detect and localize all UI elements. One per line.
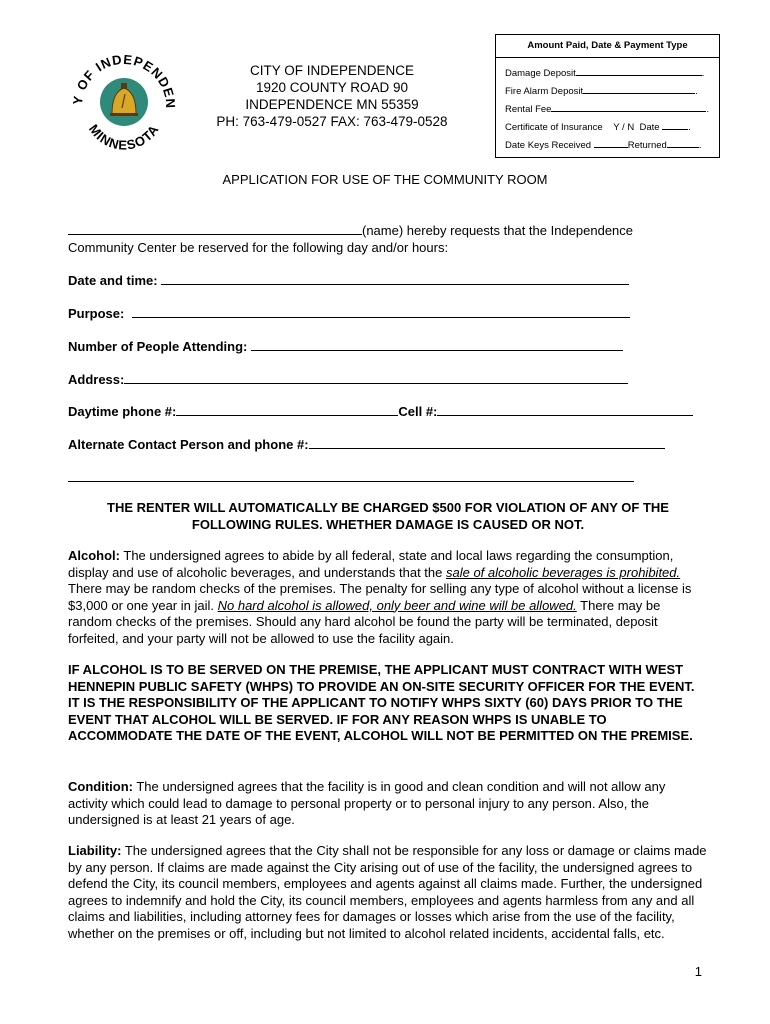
rental-fee-line[interactable] [551, 101, 706, 112]
condition-label: Condition: [68, 779, 133, 794]
people-label: Number of People Attending: [68, 339, 248, 354]
alternate-field[interactable] [309, 435, 665, 449]
purpose-field[interactable] [132, 304, 630, 318]
violation-warning [68, 500, 708, 533]
address-field[interactable] [124, 370, 628, 384]
alternate-row [68, 435, 665, 452]
date-time-label: Date and time: [68, 273, 158, 288]
liability-label: Liability: [68, 843, 122, 858]
rental-fee-row: Rental Fee . [505, 101, 713, 115]
warning-line-1: THE RENTER WILL AUTOMATICALLY BE CHARGED $500 FOR VIOLATION OF ANY OF THE [107, 500, 669, 515]
phone-row [68, 402, 693, 419]
purpose-label: Purpose: [68, 306, 125, 321]
alcohol-paragraph: Alcohol: The undersigned agrees to abide by all federal, state and local laws regarding the consumption, display and use of alcoholic beverages, and understands that the sale of alcoholic beverages is prohibited. There may be random checks of the premises. The penalty for selling any type of alcohol without a license is $3,000 or one year in jail. No hard alcohol is allowed, only beer and wine will be allowed. There may be random checks of the premises. Should any hard alcohol be found the party will be terminated, deposit forfeited, and your party will not be allowed to use the facility again. [68, 548, 692, 646]
city-header [196, 62, 468, 130]
fire-alarm-line[interactable] [583, 83, 695, 94]
keys-returned-label: Returned [627, 140, 667, 151]
liability-paragraph: Liability: The undersigned agrees that the City shall not be responsible for any loss or damage or claims made by any person. If claims are made against the City arising out of use of the facility, the undersigned agrees to defend the City, its council members, employees and agents against all claims made. Further, the undersigned agrees to indemnify and hold the City, its council members, employees and agents harmless from any and all claims and liabilities, including attorney fees for damages or losses which arise from the use of the facility, whether on the premises or off, including but not limited to alcohol related incidents, accidental falls, etc. [68, 843, 707, 941]
address-label: Address: [68, 372, 125, 387]
name-field[interactable] [68, 221, 362, 235]
intro-paragraph [68, 221, 708, 256]
alcohol-label: Alcohol: [68, 548, 120, 563]
insurance-date-label: Date [639, 122, 660, 133]
damage-deposit-row: Damage Deposit . [505, 65, 713, 79]
seal-bottom-text: MINNESOTA [85, 121, 163, 153]
alternate-label: Alternate Contact Person and phone #: [68, 437, 309, 452]
cell-label: Cell #: [398, 404, 438, 419]
date-time-field[interactable] [161, 271, 629, 285]
insurance-row: Certificate of Insurance Y / N Date . [505, 119, 713, 133]
daytime-phone-label: Daytime phone #: [68, 404, 177, 419]
fire-alarm-row: Fire Alarm Deposit . [505, 83, 713, 97]
damage-deposit-label: Damage Deposit [505, 68, 576, 79]
seal-top-text: Y OF INDEPENDEN [69, 51, 178, 110]
intro-line-2: Community Center be reserved for the following day and/or hours: [68, 239, 449, 255]
city-state-zip: INDEPENDENCE MN 55359 [245, 97, 419, 112]
insurance-date-line[interactable] [662, 119, 688, 130]
people-field[interactable] [251, 337, 623, 351]
alcohol-sale-prohibited: sale of alcoholic beverages is prohibited. [445, 564, 681, 580]
svg-text:MINNESOTA [86, 121, 162, 152]
keys-received-line[interactable] [594, 137, 628, 148]
city-name: CITY OF INDEPENDENCE [249, 63, 415, 78]
payment-box [495, 34, 720, 158]
condition-paragraph: Condition: The undersigned agrees that the facility is in good and clean condition and will not allow any activity which could lead to damage to personal property or to personal injury to any person. Also, the undersigned is at least 21 years of age. [68, 779, 666, 827]
rental-fee-label: Rental Fee [505, 104, 552, 115]
city-seal [68, 44, 178, 158]
fire-alarm-label: Fire Alarm Deposit [505, 86, 584, 97]
whps-notice: IF ALCOHOL IS TO BE SERVED ON THE PREMISE, THE APPLICANT MUST CONTRACT WITH WEST HENNEPIN PUBLIC SAFETY (WHPS) TO PROVIDE AN ON-SITE SECURITY OFFICER FOR THE EVENT. IT IS THE RESPONSIBILITY OF THE APPLICANT TO NOTIFY WHPS SIXTY (60) DAYS PRIOR TO THE EVENT THAT ALCOHOL WILL BE SERVED. IF FOR ANY REASON WHPS IS UNABLE TO ACCOMMODATE THE DATE OF THE EVENT, ALCOHOL WILL NOT BE PERMITTED ON THE PREMISE. [68, 662, 695, 743]
city-phone-fax: PH: 763-479-0527 FAX: 763-479-0528 [216, 114, 448, 129]
form-title: APPLICATION FOR USE OF THE COMMUNITY ROOM [222, 172, 548, 187]
intro-line-1: (name) hereby requests that the Independence [362, 223, 634, 238]
address-row [68, 370, 628, 387]
cell-field[interactable] [437, 402, 693, 416]
date-time-row [68, 271, 629, 288]
keys-received-label: Date Keys Received [505, 140, 592, 151]
alcohol-beer-wine-only: No hard alcohol is allowed, only beer and wine will be allowed. [217, 597, 577, 613]
keys-returned-line[interactable] [667, 137, 699, 148]
damage-deposit-line[interactable] [576, 65, 702, 76]
insurance-yn: Y / N [613, 122, 635, 133]
insurance-label: Certificate of Insurance [505, 122, 603, 133]
city-address: 1920 COUNTY ROAD 90 [255, 80, 409, 95]
people-row [68, 337, 623, 354]
payment-heading: Amount Paid, Date & Payment Type [496, 35, 719, 58]
alternate-extra-line[interactable] [68, 481, 634, 482]
daytime-phone-field[interactable] [176, 402, 398, 416]
warning-line-2: FOLLOWING RULES. WHETHER DAMAGE IS CAUSED OR NOT. [191, 516, 585, 532]
page-number: 1 [694, 964, 702, 979]
purpose-row [68, 304, 630, 321]
keys-row: Date Keys Received Returned . [505, 137, 713, 151]
